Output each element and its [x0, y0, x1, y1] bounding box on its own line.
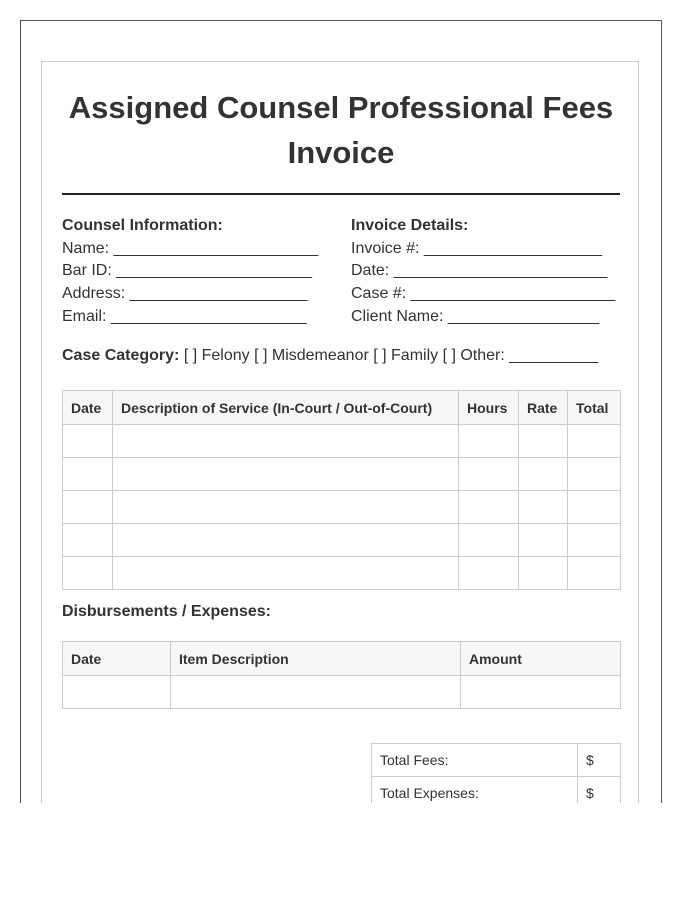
service-rate-cell[interactable] [519, 524, 568, 557]
services-header-description: Description of Service (In-Court / Out-of-Court) [113, 391, 459, 425]
service-hours-cell[interactable] [459, 458, 519, 491]
disbursements-header-row [63, 642, 621, 676]
invoice-number-field[interactable]: Invoice #: ____________________ [351, 239, 602, 257]
total-expenses-value[interactable]: $ [578, 777, 621, 804]
total-fees-row [372, 744, 621, 777]
service-total-cell[interactable] [568, 458, 621, 491]
service-row [63, 557, 621, 590]
invoice-details-heading: Invoice Details: [351, 217, 469, 234]
service-description-cell[interactable] [113, 557, 459, 590]
service-description-cell[interactable] [113, 458, 459, 491]
service-total-cell[interactable] [568, 557, 621, 590]
service-hours-cell[interactable] [459, 425, 519, 458]
service-total-cell[interactable] [568, 524, 621, 557]
totals-table [371, 743, 621, 803]
services-header-hours: Hours [459, 391, 519, 425]
disbursements-table [62, 641, 621, 709]
expense-item-cell[interactable] [171, 676, 461, 709]
service-hours-cell[interactable] [459, 491, 519, 524]
total-fees-label: Total Fees: [372, 744, 578, 777]
services-table-body [63, 425, 621, 590]
service-total-cell[interactable] [568, 425, 621, 458]
service-date-cell[interactable] [63, 491, 113, 524]
services-header-total: Total [568, 391, 621, 425]
counsel-information-heading: Counsel Information: [62, 217, 223, 234]
service-total-cell[interactable] [568, 491, 621, 524]
service-row [63, 491, 621, 524]
page-frame [20, 20, 662, 803]
expense-date-cell[interactable] [63, 676, 171, 709]
service-rate-cell[interactable] [519, 557, 568, 590]
total-expenses-row [372, 777, 621, 804]
case-category-line [62, 347, 622, 365]
services-header-rate: Rate [519, 391, 568, 425]
total-expenses-label: Total Expenses: [372, 777, 578, 804]
service-row [63, 458, 621, 491]
service-date-cell[interactable] [63, 458, 113, 491]
service-date-cell[interactable] [63, 524, 113, 557]
service-date-cell[interactable] [63, 557, 113, 590]
service-hours-cell[interactable] [459, 524, 519, 557]
counsel-bar-id-field[interactable]: Bar ID: ______________________ [62, 262, 312, 280]
invoice-sheet [41, 61, 639, 803]
invoice-date-field[interactable]: Date: ________________________ [351, 262, 608, 280]
counsel-name-field[interactable]: Name: _______________________ [62, 239, 319, 257]
case-category-options[interactable]: [ ] Felony [ ] Misdemeanor [ ] Family [ ] Other: __________ [183, 347, 599, 364]
counsel-information-section [62, 215, 342, 329]
case-category-label: Case Category: [62, 347, 180, 364]
disbursements-header-date: Date [63, 642, 171, 676]
services-header-date: Date [63, 391, 113, 425]
service-row [63, 425, 621, 458]
invoice-title: Assigned Counsel Professional Fees Invoice [68, 90, 614, 170]
services-table [62, 390, 621, 590]
service-description-cell[interactable] [113, 524, 459, 557]
title-divider [62, 193, 620, 195]
counsel-address-field[interactable]: Address: ____________________ [62, 285, 308, 303]
counsel-email-field[interactable]: Email: ______________________ [62, 307, 307, 325]
service-rate-cell[interactable] [519, 458, 568, 491]
service-description-cell[interactable] [113, 425, 459, 458]
service-date-cell[interactable] [63, 425, 113, 458]
service-rate-cell[interactable] [519, 491, 568, 524]
expense-row [63, 676, 621, 709]
service-rate-cell[interactable] [519, 425, 568, 458]
disbursements-header-amount: Amount [461, 642, 621, 676]
disbursements-table-body [63, 676, 621, 709]
disbursements-heading: Disbursements / Expenses: [62, 603, 271, 620]
invoice-details-section [351, 215, 621, 329]
service-description-cell[interactable] [113, 491, 459, 524]
services-header-row [63, 391, 621, 425]
disbursements-header-item: Item Description [171, 642, 461, 676]
expense-amount-cell[interactable] [461, 676, 621, 709]
service-hours-cell[interactable] [459, 557, 519, 590]
client-name-field[interactable]: Client Name: _________________ [351, 307, 600, 325]
case-number-field[interactable]: Case #: _______________________ [351, 285, 616, 303]
service-row [63, 524, 621, 557]
total-fees-value[interactable]: $ [578, 744, 621, 777]
